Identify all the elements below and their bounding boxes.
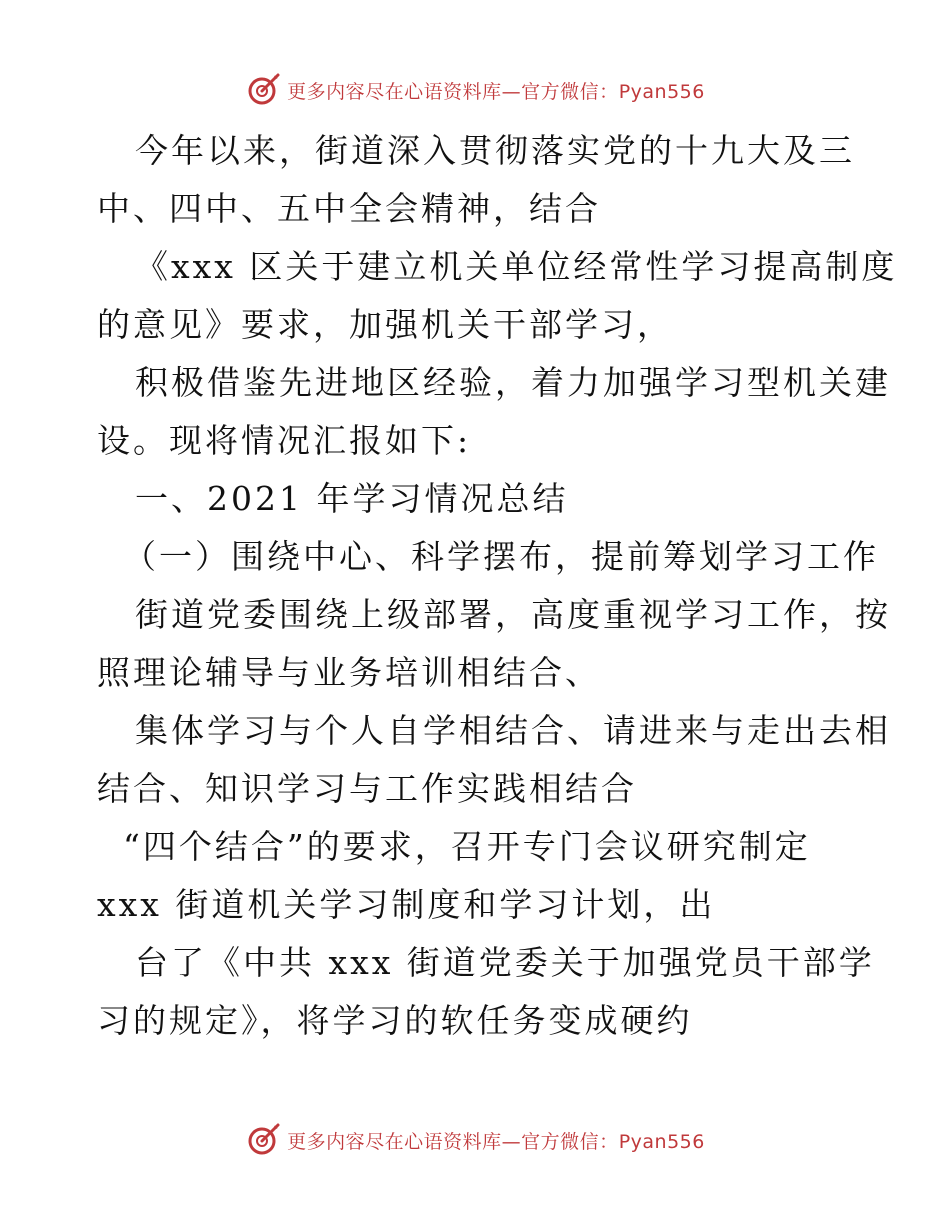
- watermark-text: 更多内容尽在心语资料库—官方微信：Pyan556: [287, 1130, 705, 1153]
- text-line: 街道党委围绕上级部署，高度重视学习工作，按: [135, 595, 891, 634]
- text-line: “四个结合”的要求，召开专门会议研究制定: [123, 827, 811, 866]
- text-line: 中、四中、五中全会精神，结合: [97, 189, 601, 228]
- text-line: 照理论辅导与业务培训相结合、: [97, 653, 601, 692]
- text-line: 《xxx 区关于建立机关单位经常性学习提高制度: [135, 247, 898, 286]
- pen-logo-icon: [245, 1122, 281, 1158]
- watermark-text: 更多内容尽在心语资料库—官方微信：Pyan556: [287, 80, 705, 103]
- document-body: [97, 122, 898, 1050]
- text-line: 台了《中共 xxx 街道党委关于加强党员干部学: [135, 943, 875, 982]
- section-heading: 一、2021 年学习情况总结: [135, 479, 569, 518]
- footer-watermark: [0, 1120, 950, 1160]
- subsection-heading: （一）围绕中心、科学摆布，提前筹划学习工作: [123, 537, 879, 576]
- text-line: 习的规定》，将学习的软任务变成硬约: [97, 1001, 693, 1040]
- pen-logo-icon: [245, 72, 281, 108]
- text-line: 积极借鉴先进地区经验，着力加强学习型机关建: [135, 363, 891, 402]
- text-line: 设。现将情况汇报如下:: [97, 421, 472, 460]
- text-line: 今年以来，街道深入贯彻落实党的十九大及三: [135, 131, 855, 170]
- text-line: 集体学习与个人自学相结合、请进来与走出去相: [135, 711, 891, 750]
- text-line: 的意见》要求，加强机关干部学习，: [97, 305, 673, 344]
- text-line: xxx 街道机关学习制度和学习计划，出: [97, 885, 716, 924]
- text-line: 结合、知识学习与工作实践相结合: [97, 769, 637, 808]
- header-watermark: [0, 70, 950, 110]
